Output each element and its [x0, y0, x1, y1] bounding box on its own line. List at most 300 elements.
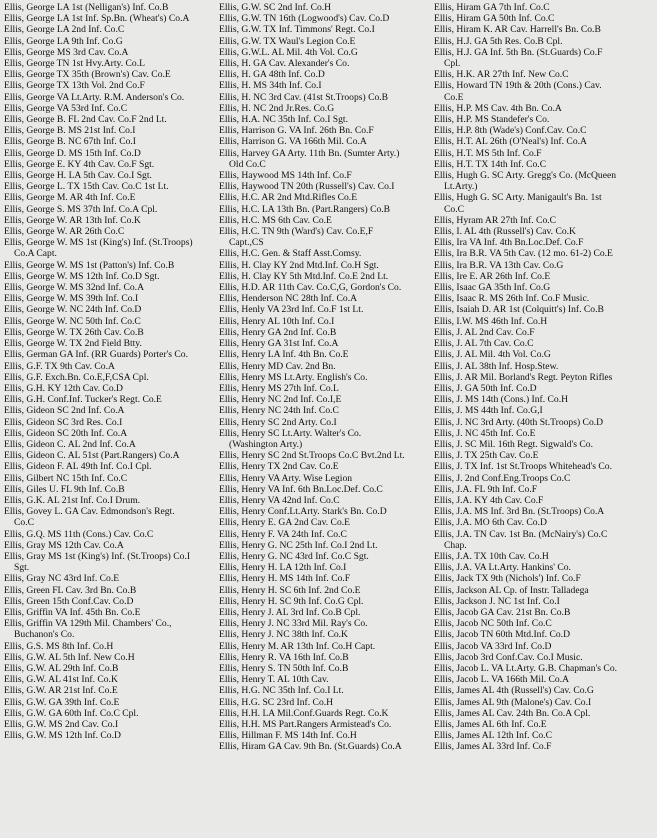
index-entry	[219, 484, 435, 495]
index-entry	[219, 685, 435, 696]
entry-text: Ellis, H.H. LA Mil.Conf.Guards Regt. Co.K	[219, 707, 389, 719]
index-entry	[434, 730, 650, 741]
entry-text: Ellis, Harvey GA Arty. 11th Bn. (Sumter Arty.)	[219, 147, 400, 159]
entry-text: Ellis, Henry SC 2nd Arty. Co.I	[219, 416, 337, 428]
entry-continuation: Co.C	[444, 203, 464, 215]
entry-text: Ellis, George D. MS 15th Inf. Co.D	[4, 147, 141, 159]
entry-text: Ellis, German GA Inf. (RR Guards) Porter's Co.	[4, 349, 188, 361]
entry-text: Ellis, George B. FL 2nd Cav. Co.F 2nd Lt.	[4, 114, 167, 126]
entry-continuation: Lt.Arty.)	[444, 181, 478, 193]
entry-text: Ellis, I.W. MS 46th Inf. Co.H	[434, 315, 548, 327]
index-entry	[4, 394, 220, 405]
index-entry	[219, 652, 435, 663]
index-entry	[4, 36, 220, 47]
entry-text: Ellis, Henry G. NC 25th Inf. Co.I 2nd Lt.	[219, 539, 378, 551]
entry-continuation: Sgt.	[14, 562, 30, 574]
entry-text: Ellis, Ire E. AR 26th Inf. Co.E	[434, 270, 551, 282]
entry-text: Ellis, G.W. AR 21st Inf. Co.E	[4, 685, 118, 697]
entry-text: Ellis, George W. MS 1st (King's) Inf. (St.Troops)	[4, 237, 193, 249]
entry-text: Ellis, H. MS 34th Inf. Co.I	[219, 80, 322, 92]
entry-text: Ellis, Gilbert NC 15th Inf. Co.C	[4, 472, 128, 484]
entry-text: Ellis, George B. MS 21st Inf. Co.I	[4, 125, 136, 137]
entry-text: Ellis, George B. NC 67th Inf. Co.I	[4, 136, 136, 148]
entry-text: Ellis, Gideon SC 3rd Res. Co.I	[4, 416, 123, 428]
index-entry	[219, 316, 435, 327]
entry-text: Ellis, Henly VA 23rd Inf. Co.F 1st Lt.	[219, 304, 364, 316]
index-entry	[4, 349, 220, 360]
index-entry	[4, 316, 220, 327]
entry-text: Ellis, Henry GA 2nd Inf. Co.B	[219, 326, 337, 338]
entry-text: Ellis, George MS 3rd Cav. Co.A	[4, 46, 129, 58]
entry-text: Ellis, H.J. GA Inf. 5th Bn. (St.Guards) Co.F	[434, 46, 603, 58]
entry-text: Ellis, Henry VA 42nd Inf. Co.C	[219, 494, 340, 506]
entry-text: Ellis, Henry GA 31st Inf. Co.A	[219, 338, 339, 350]
index-entry	[434, 719, 650, 730]
index-entry	[219, 293, 435, 304]
index-entry	[4, 125, 220, 136]
index-entry	[219, 562, 435, 573]
index-entry	[219, 2, 435, 13]
index-entry	[4, 573, 220, 584]
entry-text: Ellis, Haywood MS 14th Inf. Co.F	[219, 170, 352, 182]
entry-text: Ellis, George W. AR 13th Inf. Co.K	[4, 214, 141, 226]
entry-text: Ellis, J. AL 7th Cav. Co.C	[434, 338, 534, 350]
index-entry	[4, 338, 220, 349]
entry-text: Ellis, Hiram GA 7th Inf. Co.C	[434, 2, 550, 13]
entry-text: Ellis, Henry MS 27th Inf. Co.L	[219, 382, 339, 394]
column-3	[434, 2, 650, 753]
index-entry	[434, 349, 650, 360]
entry-text: Ellis, G.W. TX Waul's Legion Co.E	[219, 35, 356, 47]
index-entry	[4, 237, 220, 259]
entry-text: Ellis, George VA 53rd Inf. Co.C	[4, 102, 128, 114]
index-entry	[434, 697, 650, 708]
index-entry	[219, 327, 435, 338]
entry-text: Ellis, G.K. AL 21st Inf. Co.I Drum.	[4, 494, 141, 506]
index-entry	[219, 674, 435, 685]
entry-text: Ellis, Jacob L. VA Lt.Arty. G.B. Chapman's Co.	[434, 662, 618, 674]
entry-text: Ellis, Henry M. AR 13th Inf. Co.H Capt.	[219, 640, 376, 652]
entry-text: Ellis, H.T. MS 5th Inf. Co.F	[434, 147, 542, 159]
entry-text: Ellis, Jacob TN 60th Mtd.Inf. Co.D	[434, 629, 570, 641]
index-entry	[219, 428, 435, 450]
index-entry	[434, 282, 650, 293]
entry-text: Ellis, G.W. MS 2nd Cav. Co.I	[4, 719, 119, 730]
index-entry	[219, 551, 435, 562]
entry-text: Ellis, J. TX Inf. 1st St.Troops Whitehead's Co.	[434, 461, 612, 473]
index-entry	[4, 685, 220, 696]
entry-text: Ellis, Jacob VA 33rd Inf. Co.D	[434, 640, 552, 652]
entry-text: Ellis, J.A. MO 6th Cav. Co.D	[434, 517, 547, 529]
index-entry	[219, 573, 435, 584]
entry-text: Ellis, H.H. MS Part.Rangers Armistead's Co.	[219, 719, 392, 730]
entry-text: Ellis, G.W. AL 41st Inf. Co.K	[4, 674, 118, 686]
entry-text: Ellis, Green 15th Conf.Cav. Co.D	[4, 595, 134, 607]
entry-text: Ellis, Gray MS 1st (King's) Inf. (St.Troops) Co.I	[4, 550, 191, 562]
entry-text: Ellis, H. NC 3rd Cav. (41st St.Troops) Co.B	[219, 91, 389, 103]
entry-text: Ellis, George W. MS 32nd Inf. Co.A	[4, 282, 144, 294]
entry-text: Ellis, Ira B.R. VA 13th Cav. Co.G	[434, 259, 564, 271]
entry-text: Ellis, George TX 35th (Brown's) Cav. Co.E	[4, 69, 171, 81]
index-entry	[4, 69, 220, 80]
index-entry	[219, 248, 435, 259]
entry-text: Ellis, George LA 1st Inf. Sp.Bn. (Wheat's) Co.A	[4, 13, 190, 25]
entry-text: Ellis, Hillman F. MS 14th Inf. Co.H	[219, 730, 357, 742]
entry-text: Ellis, J.A. TN Cav. 1st Bn. (McNairy's) Co.C	[434, 528, 608, 540]
index-entry	[434, 125, 650, 136]
entry-text: Ellis, Henry SC 2nd St.Troops Co.C Bvt.2nd Lt.	[219, 450, 405, 462]
index-entry	[434, 663, 650, 674]
entry-text: Ellis, George W. NC 24th Inf. Co.D	[4, 304, 142, 316]
entry-text: Ellis, Hyram AR 27th Inf. Co.C	[434, 214, 557, 226]
entry-text: Ellis, H. GA Cav. Alexander's Co.	[219, 58, 350, 70]
index-entry	[434, 652, 650, 663]
entry-text: Ellis, Henry J. NC 38th Inf. Co.K	[219, 629, 348, 641]
entry-text: Ellis, Green FL Cav. 3rd Bn. Co.B	[4, 584, 137, 596]
entry-text: Ellis, G.W. GA 60th Inf. Co.C Cpl.	[4, 707, 139, 719]
index-entry	[219, 629, 435, 640]
index-entry	[4, 271, 220, 282]
entry-text: Ellis, G.W. MS 12th Inf. Co.D	[4, 730, 121, 742]
entry-text: Ellis, George E. KY 4th Cav. Co.F Sgt.	[4, 158, 155, 170]
entry-text: Ellis, James AL Cav. 24th Bn. Co.A Cpl.	[434, 707, 591, 719]
entry-text: Ellis, George W. MS 39th Inf. Co.I	[4, 293, 139, 305]
index-entry	[219, 13, 435, 24]
index-entry	[434, 383, 650, 394]
entry-text: Ellis, Henry MD Cav. 2nd Bn.	[219, 360, 336, 372]
entry-text: Ellis, H.G. NC 35th Inf. Co.I Lt.	[219, 685, 344, 697]
index-entry	[219, 260, 435, 271]
entry-text: Ellis, Henry G. NC 43rd Inf. Co.C Sgt.	[219, 550, 369, 562]
entry-text: Ellis, Henry VA Arty. Wise Legion	[219, 472, 353, 484]
entry-text: Ellis, G.F. Exch.Bn. Co.E,F,CSA Cpl.	[4, 371, 149, 383]
index-entry	[4, 641, 220, 652]
entry-text: Ellis, G.Q. MS 11th (Cons.) Cav. Co.C	[4, 528, 154, 540]
entry-text: Ellis, H.P. MS Cav. 4th Bn. Co.A	[434, 102, 562, 114]
entry-text: Ellis, J. NC 3rd Arty. (40th St.Troops) Co.D	[434, 416, 604, 428]
index-entry	[4, 540, 220, 551]
index-entry	[4, 103, 220, 114]
index-entry	[434, 114, 650, 125]
entry-text: Ellis, H. NC 2nd Jr.Res. Co.G	[219, 102, 335, 114]
index-entry	[434, 573, 650, 584]
entry-text: Ellis, Henry TX 2nd Cav. Co.E	[219, 461, 339, 473]
entry-text: Ellis, I. AL 4th (Russell's) Cav. Co.K	[434, 226, 576, 238]
entry-text: Ellis, G.W. AL 5th Inf. New Co.H	[4, 651, 135, 663]
index-entry	[219, 383, 435, 394]
entry-text: Ellis, G.H. KY 12th Cav. Co.D	[4, 382, 123, 394]
entry-text: Ellis, H.J. GA 5th Res. Co.B Cpl.	[434, 35, 563, 47]
index-entry	[4, 708, 220, 719]
index-entry	[219, 282, 435, 293]
entry-text: Ellis, Ira VA Inf. 4th Bn.Loc.Def. Co.F	[434, 237, 584, 249]
index-entry	[4, 674, 220, 685]
index-entry	[4, 47, 220, 58]
entry-text: Ellis, J.A. TX 10th Cav. Co.H	[434, 550, 549, 562]
index-entry	[219, 361, 435, 372]
index-entry	[219, 473, 435, 484]
index-entry	[219, 92, 435, 103]
entry-text: Ellis, Hiram GA Cav. 9th Bn. (St.Guards) Co.A	[219, 741, 402, 753]
index-entry	[219, 495, 435, 506]
index-entry	[4, 495, 220, 506]
entry-text: Ellis, J. TX 25th Cav. Co.E	[434, 450, 539, 462]
index-entry	[434, 271, 650, 282]
entry-text: Ellis, Jacob 3rd Conf.Cav. Co.I Music.	[434, 651, 583, 663]
index-entry	[219, 596, 435, 607]
index-entry	[4, 506, 220, 528]
index-entry	[434, 641, 650, 652]
index-entry	[4, 114, 220, 125]
index-entry	[434, 551, 650, 562]
entry-text: Ellis, Gideon SC 20th Inf. Co.A	[4, 427, 128, 439]
entry-text: Ellis, Gray NC 43rd Inf. Co.E	[4, 573, 120, 585]
entry-text: Ellis, Henry SC Lt.Arty. Walter's Co.	[219, 427, 362, 439]
entry-text: Ellis, Henry H. SC 6th Inf. 2nd Co.E	[219, 584, 361, 596]
index-entry	[4, 529, 220, 540]
index-entry	[434, 685, 650, 696]
entry-text: Ellis, Gray MS 12th Cav. Co.A	[4, 539, 124, 551]
entry-text: Ellis, George L. TX 15th Cav. Co.C 1st Lt.	[4, 181, 169, 193]
entry-text: Ellis, Howard TN 19th & 20th (Cons.) Cav.	[434, 80, 602, 92]
index-entry	[4, 372, 220, 383]
index-entry	[219, 271, 435, 282]
index-entry	[4, 697, 220, 708]
index-entry	[4, 461, 220, 472]
entry-continuation: Cpl.	[444, 58, 461, 70]
index-entry	[4, 204, 220, 215]
entry-continuation: Buchanon's Co.	[14, 629, 75, 641]
index-entry	[219, 394, 435, 405]
index-entry	[434, 596, 650, 607]
entry-text: Ellis, Henry MS Lt.Arty. English's Co.	[219, 371, 368, 383]
entry-text: Ellis, G.H. Conf.Inf. Tucker's Regt. Co.E	[4, 394, 162, 406]
entry-text: Ellis, Henry R. VA 16th Inf. Co.B	[219, 651, 349, 663]
index-entry	[219, 618, 435, 629]
entry-text: Ellis, Jacob L. VA 166th Mil. Co.A	[434, 674, 570, 686]
index-entry	[434, 629, 650, 640]
entry-text: Ellis, James AL 12th Inf. Co.C	[434, 730, 552, 742]
index-entry	[4, 181, 220, 192]
entry-text: Ellis, H. Clay KY 2nd Mtd.Inf. Co.H Sgt.	[219, 259, 379, 271]
index-entry	[434, 316, 650, 327]
index-entry	[434, 47, 650, 69]
index-entry	[219, 417, 435, 428]
index-entry	[219, 585, 435, 596]
entry-text: Ellis, Harrison G. VA 166th Mil. Co.A	[219, 136, 367, 148]
entry-text: Ellis, George LA 1st (Nelligan's) Inf. Co.B	[4, 2, 169, 13]
entry-text: Ellis, J. SC Mil. 16th Regt. Sigwald's Co.	[434, 438, 593, 450]
entry-text: Ellis, J.A. KY 4th Cav. Co.F	[434, 494, 544, 506]
entry-text: Ellis, Henry AL 10th Inf. Co.I	[219, 315, 335, 327]
entry-text: Ellis, J. GA 50th Inf. Co.D	[434, 382, 537, 394]
index-entry	[219, 47, 435, 58]
index-entry	[219, 708, 435, 719]
index-entry	[434, 439, 650, 450]
index-entry	[434, 529, 650, 551]
entry-text: Ellis, Giles U. FL 9th Inf. Co.B	[4, 483, 125, 495]
entry-continuation: Old Co.C	[229, 158, 266, 170]
entry-text: Ellis, J. NC 45th Inf. Co.E	[434, 427, 536, 439]
entry-text: Ellis, George LA 9th Inf. Co.G	[4, 35, 123, 47]
index-entry	[434, 708, 650, 719]
entry-text: Ellis, H.P. MS Standefer's Co.	[434, 114, 550, 126]
entry-continuation: Capt.,CS	[229, 237, 264, 249]
index-entry	[219, 730, 435, 741]
index-entry	[4, 439, 220, 450]
index-entry	[4, 304, 220, 315]
index-entry	[219, 215, 435, 226]
index-entry	[219, 461, 435, 472]
index-entry	[434, 103, 650, 114]
index-entry	[4, 136, 220, 147]
index-entry	[219, 36, 435, 47]
entry-text: Ellis, J. AL 2nd Cav. Co.F	[434, 326, 535, 338]
index-entry	[434, 517, 650, 528]
index-entry	[434, 36, 650, 47]
entry-text: Ellis, Henderson NC 28th Inf. Co.A	[219, 293, 358, 305]
index-entry	[434, 495, 650, 506]
entry-text: Ellis, H.C. AR 2nd Mtd.Rifles Co.E	[219, 192, 358, 204]
index-entry	[4, 473, 220, 484]
entry-text: Ellis, Hugh G. SC Arty. Manigault's Bn. 1st	[434, 192, 602, 204]
entry-text: Ellis, George W. MS 12th Inf. Co.D Sgt.	[4, 270, 160, 282]
index-entry	[219, 125, 435, 136]
index-entry	[434, 607, 650, 618]
entry-text: Ellis, George LA 2nd Inf. Co.C	[4, 24, 125, 36]
entry-continuation: Chap.	[444, 539, 467, 551]
index-entry	[219, 192, 435, 203]
index-entry	[434, 372, 650, 383]
index-entry	[219, 58, 435, 69]
entry-text: Ellis, George H. LA 5th Cav. Co.I Sgt.	[4, 170, 152, 182]
entry-text: Ellis, Jackson AL Cp. of Instr. Talladega	[434, 584, 589, 596]
index-entry	[434, 450, 650, 461]
entry-text: Ellis, Henry T. AL 10th Cav.	[219, 674, 329, 686]
index-entry	[434, 473, 650, 484]
index-entry	[434, 237, 650, 248]
entry-text: Ellis, Hugh G. SC Arty. Gregg's Co. (McQueen	[434, 170, 617, 182]
entry-text: Ellis, H.C. TN 9th (Ward's) Cav. Co.E,F	[219, 226, 374, 238]
index-entry	[219, 338, 435, 349]
index-entry	[434, 327, 650, 338]
entry-text: Ellis, Henry VA Inf. 6th Bn.Loc.Def. Co.C	[219, 483, 383, 495]
entry-text: Ellis, George W. TX 26th Cav. Co.B	[4, 326, 144, 338]
index-entry	[219, 69, 435, 80]
entry-text: Ellis, Henry J. NC 33rd Mil. Ray's Co.	[219, 618, 368, 630]
index-entry	[219, 529, 435, 540]
entry-text: Ellis, J. AL 38th Inf. Hosp.Stew.	[434, 360, 559, 372]
index-entry	[434, 506, 650, 517]
entry-text: Ellis, H.G. SC 23rd Inf. Co.H	[219, 696, 334, 708]
index-entry	[4, 170, 220, 181]
entry-text: Ellis, George TX 13th Vol. 2nd Co.F	[4, 80, 145, 92]
index-entry	[219, 136, 435, 147]
entry-text: Ellis, Jack TX 9th (Nichols') Inf. Co.F	[434, 573, 581, 585]
entry-continuation: Co.A Capt.	[14, 248, 57, 260]
index-entry	[4, 607, 220, 618]
entry-text: Ellis, H.D. AR 11th Cav. Co.C,G, Gordon's Co.	[219, 282, 402, 294]
index-entry	[219, 372, 435, 383]
index-entry	[434, 13, 650, 24]
column-1	[4, 2, 220, 753]
index-entry	[4, 585, 220, 596]
index-entry	[434, 304, 650, 315]
index-entry	[4, 80, 220, 91]
index-entry	[4, 327, 220, 338]
index-entry	[4, 652, 220, 663]
entry-continuation: Co.E	[444, 91, 464, 103]
entry-text: Ellis, George S. MS 37th Inf. Co.A Cpl.	[4, 203, 158, 215]
column-2	[219, 2, 435, 753]
index-entry	[4, 92, 220, 103]
entry-text: Ellis, J. MS 14th (Cons.) Inf. Co.H	[434, 394, 569, 406]
entry-text: Ellis, H.P. 8th (Wade's) Conf.Cav. Co.C	[434, 125, 587, 137]
entry-text: Ellis, G.W. SC 2nd Inf. Co.H	[219, 2, 332, 13]
entry-text: Ellis, Gideon C. AL 2nd Inf. Co.A	[4, 438, 136, 450]
index-entry	[4, 730, 220, 741]
index-entry	[434, 741, 650, 752]
index-entry	[219, 405, 435, 416]
entry-text: Ellis, Jackson J. NC 1st Inf. Co.I	[434, 595, 560, 607]
entry-text: Ellis, Henry LA Inf. 4th Bn. Co.E	[219, 349, 349, 361]
index-entry	[219, 204, 435, 215]
entry-text: Ellis, Henry F. VA 24th Inf. Co.C	[219, 528, 347, 540]
index-entry	[434, 484, 650, 495]
entry-text: Ellis, Hiram K. AR Cav. Harrell's Bn. Co.B	[434, 24, 601, 36]
entry-continuation: Co.C	[14, 517, 34, 529]
entry-text: Ellis, H.A. NC 35th Inf. Co.I Sgt.	[219, 114, 348, 126]
entry-text: Ellis, Haywood TN 20th (Russell's) Cav. Co.I	[219, 181, 395, 193]
index-entry	[4, 2, 220, 13]
index-entry	[219, 226, 435, 248]
index-entry	[434, 248, 650, 259]
entry-text: Ellis, George VA Lt.Arty. R.M. Anderson's Co.	[4, 91, 185, 103]
entry-text: Ellis, Gideon F. AL 49th Inf. Co.I Cpl.	[4, 461, 152, 473]
entry-text: Ellis, Gideon SC 2nd Inf. Co.A	[4, 405, 125, 417]
entry-text: Ellis, H.C. LA 13th Bn. (Part.Rangers) Co.B	[219, 203, 391, 215]
entry-text: Ellis, H.C. Gen. & Staff Asst.Comsy.	[219, 248, 362, 260]
entry-text: Ellis, James AL 9th (Malone's) Cav. Co.I	[434, 696, 592, 708]
entry-text: Ellis, George M. AR 4th Inf. Co.E	[4, 192, 136, 204]
entry-text: Ellis, Isaac R. MS 26th Inf. Co.F Music.	[434, 293, 590, 305]
entry-text: Ellis, Isaiah D. AR 1st (Colquitt's) Inf. Co.B	[434, 304, 604, 316]
index-entry	[434, 170, 650, 192]
index-entry	[219, 641, 435, 652]
index-entry	[4, 192, 220, 203]
entry-text: Ellis, Henry H. SC 9th Inf. Co.G Cpl.	[219, 595, 364, 607]
index-entry	[219, 450, 435, 461]
entry-text: Ellis, Henry S. TN 50th Inf. Co.B	[219, 662, 349, 674]
entry-text: Ellis, G.F. TX 9th Cav. Co.A	[4, 360, 115, 372]
index-entry	[434, 148, 650, 159]
index-entry	[434, 618, 650, 629]
index-entry	[434, 585, 650, 596]
entry-text: Ellis, Ira B.R. VA 5th Cav. (12 mo. 61-2) Co.E	[434, 248, 613, 260]
index-entry	[4, 226, 220, 237]
entry-text: Ellis, Henry E. GA 2nd Cav. Co.E	[219, 517, 351, 529]
entry-text: Ellis, J. MS 44th Inf. Co.G,I	[434, 405, 543, 417]
index-entry	[434, 215, 650, 226]
index-entry	[219, 517, 435, 528]
index-entry	[434, 226, 650, 237]
index-entry	[434, 361, 650, 372]
entry-text: Ellis, James AL 4th (Russell's) Cav. Co.G	[434, 685, 594, 697]
index-entry	[434, 674, 650, 685]
entry-text: Ellis, G.W. TX Inf. Timmons' Regt. Co.I	[219, 24, 375, 36]
index-entry	[4, 361, 220, 372]
entry-text: Ellis, H. GA 48th Inf. Co.D	[219, 69, 325, 81]
